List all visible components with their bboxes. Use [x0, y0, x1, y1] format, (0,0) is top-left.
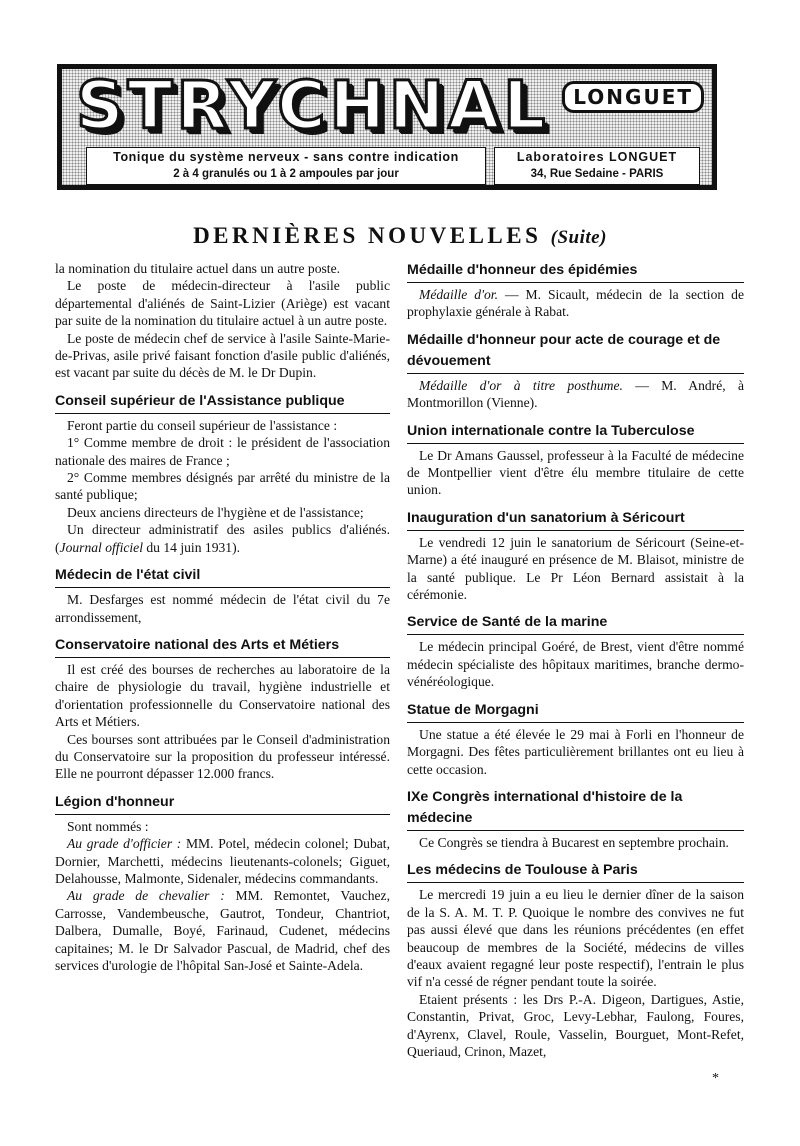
- banner-right-line2: 34, Rue Sedaine - PARIS: [530, 168, 664, 180]
- paragraph: Une statue a été élevée le 29 mai à Forli en l'honneur de Morgagni. Des fêtes particulièrement brillantes ont eu lieu à cette occasion.: [407, 726, 744, 777]
- paragraph: [55, 835, 390, 887]
- text: — M. Sicault, médecin de la section de prophylaxie générale à Rabat.: [407, 287, 744, 320]
- medal-label: Médaille d'or.: [419, 287, 498, 302]
- paragraph: Ces bourses sont attribuées par le Conseil d'administration du Conservatoire sur la proposition du professeur intéressé. Elle ne pourront dépasser 12.000 francs.: [55, 731, 390, 782]
- section-medaille-epidemies: [407, 260, 744, 321]
- text: Un directeur administratif des asiles publics d'aliénés. (: [55, 522, 390, 555]
- paragraph: 2° Comme membres désignés par arrêté du ministre de la santé publique;: [55, 470, 390, 503]
- paragraph: Il est créé des bourses de recherches au laboratoire de la chaire de physiologie du travail, hygiène industrielle et d'orientation professionnelle du Conservatoire national des Arts et Métiers.: [55, 661, 390, 730]
- page-title: [0, 222, 800, 252]
- section-medaille-courage: [407, 330, 744, 412]
- paragraph: M. Desfarges est nommé médecin de l'état civil du 7e arrondissement,: [55, 592, 390, 625]
- section-congres-histoire: [407, 787, 744, 851]
- medal-label: Médaille d'or à titre posthume.: [419, 377, 623, 393]
- section-title: Médaille d'honneur pour acte de courage et de dévouement: [407, 330, 744, 374]
- grade-label: Au grade d'officier :: [67, 836, 182, 852]
- paragraph: Le vendredi 12 juin le sanatorium de Séricourt (Seine-et-Marne) a été inauguré en présence de M. Blaisot, ministre de la santé publique. Le Pr Léon Bernard assistait à la cérémonie.: [407, 534, 744, 603]
- paragraph: Sont nommés :: [67, 818, 149, 834]
- section-title: Légion d'honneur: [55, 792, 390, 815]
- section-title: Conseil supérieur de l'Assistance publique: [55, 391, 390, 414]
- left-column: [55, 260, 390, 983]
- banner-right-line1: Laboratoires LONGUET: [516, 150, 678, 164]
- strychnal-advertisement-banner: [57, 64, 717, 190]
- intro-paragraph: la nomination du titulaire actuel dans un autre poste.: [55, 261, 341, 276]
- banner-left-line1: Tonique du système nerveux - sans contre indication: [113, 150, 459, 164]
- section-title: Inauguration d'un sanatorium à Séricourt: [407, 508, 744, 531]
- paragraph: Etaient présents : les Drs P.-A. Digeon, Dartigues, Astie, Constantin, Privat, Groc, Levy-Lebhar, Faulong, Foures, d'Ayrenx, Clavel, Roule, Vasselin, Bourguet, Mont-Refet, Queriaud, Crinon, Mazet,: [407, 991, 744, 1059]
- paragraph: Deux anciens directeurs de l'hygiène et de l'assistance;: [67, 504, 364, 520]
- section-legion-honneur: [55, 792, 390, 975]
- page-title-suffix: (Suite): [550, 227, 607, 248]
- paragraph: Le médecin principal Goéré, de Brest, vient d'être nommé médecin spécialiste des hôpitaux maritimes, branche dermo-vénéréologique.: [407, 639, 744, 690]
- paragraph: [55, 887, 390, 974]
- text: — M. André, à Montmorillon (Vienne).: [407, 377, 745, 411]
- section-title: Conservatoire national des Arts et Métiers: [55, 635, 390, 658]
- section-union-tuberculose: [407, 421, 744, 499]
- section-title: Médecin de l'état civil: [55, 565, 390, 588]
- paragraph: Ce Congrès se tiendra à Bucarest en septembre prochain.: [419, 834, 729, 850]
- right-column: [407, 260, 744, 1069]
- text: du 14 juin 1931).: [142, 539, 241, 555]
- section-title: Les médecins de Toulouse à Paris: [407, 860, 744, 883]
- section-sanatorium-sericourt: [407, 508, 744, 604]
- brand-sub-label: LONGUET: [562, 81, 704, 113]
- paragraph: Le Dr Amans Gaussel, professeur à la Faculté de médecine de Montpellier vient d'être élu membre titulaire de cette union.: [407, 447, 744, 498]
- paragraph: [407, 286, 744, 321]
- paragraph: [55, 521, 390, 556]
- paragraph: Le mercredi 19 juin a eu lieu le dernier dîner de la saison de la S. A. M. T. P. Quoique le nombre des convives ne fut pas aussi élevé que dans les réunions précédentes (en effet beaucoup de membres de la Société, médecins de villes d'eaux avaient regagné leur poste respectif), l'entrain le plus vif n'a cessé de régner pendant toute la soirée.: [407, 887, 744, 990]
- text: MM. Remontet, Vauchez, Carrosse, Vandembeusche, Gautrot, Tondeur, Chantriot, Dalbera, Dumalle, Boyé, Farinaud, Cudenet, médecins capitaines; M. le Dr Salvador Pascual, de Madrid, chef des services d'urologie de l'hôpital San-José et Sainte-Adela.: [55, 888, 390, 973]
- section-title: IXe Congrès international d'histoire de la médecine: [407, 787, 744, 831]
- paragraph: Feront partie du conseil supérieur de l'assistance :: [67, 417, 338, 433]
- banner-left-line2: 2 à 4 granulés ou 1 à 2 ampoules par jour: [173, 168, 399, 180]
- grade-label: Au grade de chevalier :: [67, 888, 225, 904]
- section-medecin-etat-civil: [55, 565, 390, 626]
- section-title: Médaille d'honneur des épidémies: [407, 260, 744, 283]
- paragraph: [407, 377, 744, 412]
- footer-mark: *: [712, 1071, 719, 1086]
- section-conseil-superieur: [55, 391, 390, 556]
- section-title: Service de Santé de la marine: [407, 612, 744, 635]
- banner-info-right: [494, 147, 700, 185]
- paragraph: 1° Comme membre de droit : le président de l'association nationale des maires de France ;: [55, 435, 390, 468]
- banner-info-left: [86, 147, 486, 185]
- page-title-text: DERNIÈRES NOUVELLES: [193, 223, 542, 248]
- journal-citation: Journal officiel: [59, 539, 143, 555]
- section-title: Statue de Morgagni: [407, 700, 744, 723]
- intro-paragraph: Le poste de médecin chef de service à l'asile Sainte-Marie-de-Privas, asile privé faisant fonction d'asile public d'aliénés, est vacant par suite du décès de M. le Dr Dupin.: [55, 330, 390, 381]
- section-statue-morgagni: [407, 700, 744, 778]
- section-medecins-toulouse: [407, 860, 744, 1060]
- intro-section: [55, 260, 390, 382]
- section-conservatoire: [55, 635, 390, 783]
- text: MM. Potel, médecin colonel; Dubat, Dornier, Marchetti, médecins lieutenants-colonels; Giguet, Delahousse, Malmonte, Sidenaler, médecins commandants.: [55, 836, 390, 886]
- brand-name: STRYCHNAL: [76, 67, 550, 144]
- section-sante-marine: [407, 612, 744, 690]
- section-title: Union internationale contre la Tuberculose: [407, 421, 744, 444]
- intro-paragraph: Le poste de médecin-directeur à l'asile public départemental d'aliénés de Saint-Lizier (Ariège) est vacant par suite de la nomination du titulaire actuel à un autre poste.: [55, 278, 390, 329]
